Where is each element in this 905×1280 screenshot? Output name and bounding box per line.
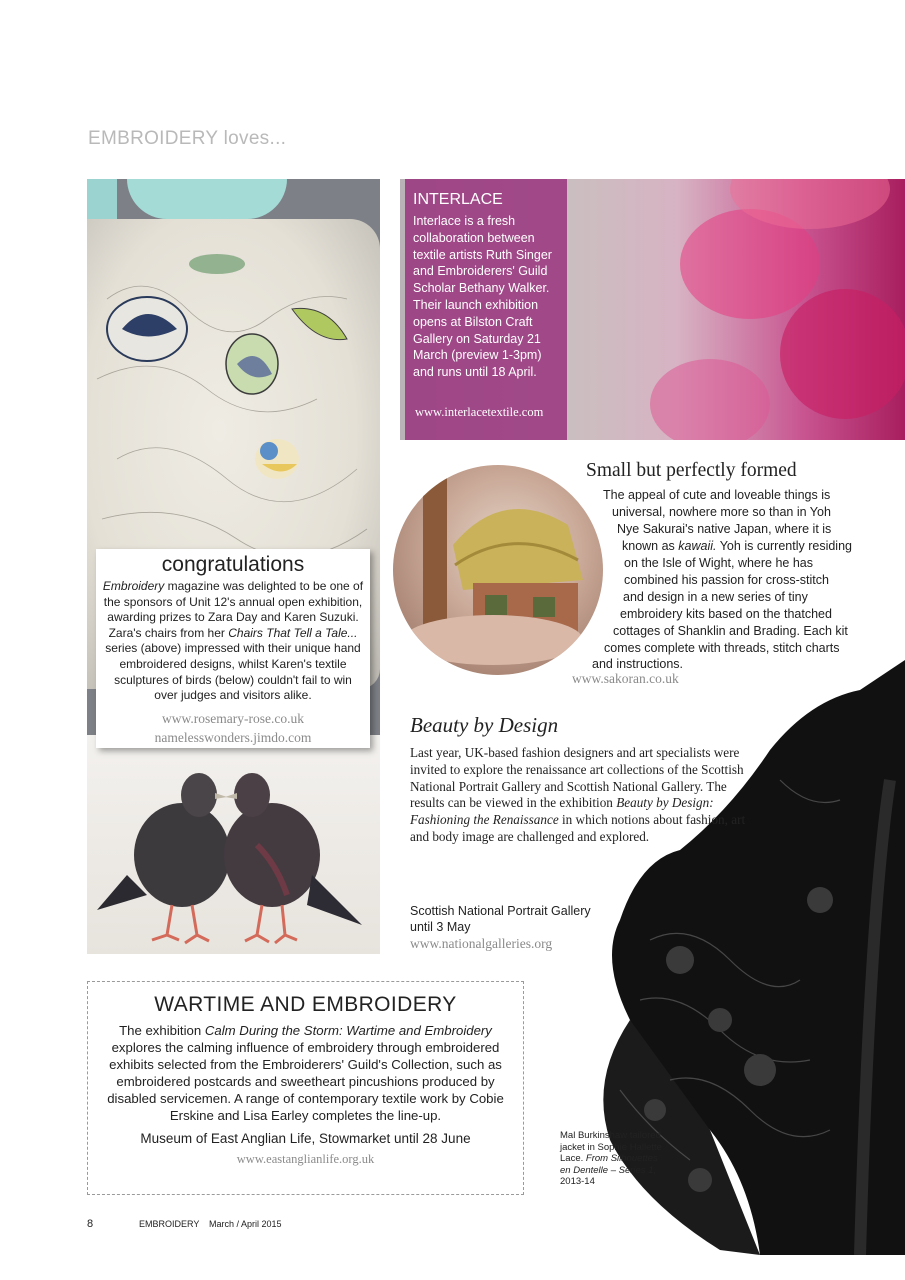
wartime-exhibition-name: Calm During the Storm: Wartime and Embroidery	[204, 1023, 492, 1038]
interlace-feature	[400, 179, 905, 440]
series-name: Chairs That Tell a Tale...	[228, 625, 358, 640]
small-body-line: on the Isle of Wight, where he has	[624, 556, 813, 570]
interlace-body: Interlace is a fresh collaboration between textile artists Ruth Singer and Embroiderers' Guild Scholar Bethany Walker. Their launch exhibition opens at Bilston Craft Gallery on Saturday 21 March (preview 1-3pm) and runs until 18 April.	[413, 214, 552, 380]
congratulations-title: congratulations	[161, 553, 305, 576]
cottage-illustration	[393, 465, 603, 675]
kawaii-word: kawaii.	[678, 539, 717, 553]
small-body-line: Nye Sakurai's native Japan, where it is	[617, 522, 832, 536]
jacket-caption: Mal Burkinshaw tailored jacket in Sophie Hallette Lace. From Silhouettes en Dentelle – Series 1, 2013-14	[560, 1130, 662, 1188]
wartime-venue: Museum of East Anglian Life, Stowmarket until 28 June	[140, 1131, 471, 1146]
page-number: 8	[87, 1218, 94, 1230]
small-body-line: universal, nowhere more so than in Yoh	[612, 505, 831, 519]
page-footer	[87, 1218, 282, 1230]
congratulations-body: Embroidery magazine was delighted to be one of the sponsors of Unit 12's annual open exhibition, awarding prizes to Zara Day and Karen Suzuki. Zara's chairs from her Chairs That Tell a Tale... series (above) impressed with their unique hand embroidered designs, whilst Karen's textile sculptures of birds (below) couldn't fail to win over judges and visitors alike.	[102, 579, 364, 703]
caption-series: From Silhouettes en Dentelle – Series 1,	[560, 1153, 658, 1176]
wartime-title: WARTIME AND EMBROIDERY	[154, 993, 457, 1016]
namelesswonders-link[interactable]: namelesswonders.jimdo.com	[154, 729, 312, 745]
congratulations-box	[96, 549, 370, 748]
beauty-venue: Scottish National Portrait Gallery until 3 May	[410, 904, 591, 934]
interlace-title: INTERLACE	[413, 191, 503, 208]
small-but-perfectly-formed-title: Small but perfectly formed	[586, 460, 797, 481]
footer-magazine: EMBROIDERY	[139, 1219, 200, 1229]
nationalgalleries-link[interactable]: www.nationalgalleries.org	[410, 936, 553, 951]
small-body-line: comes complete with threads, stitch charts	[604, 641, 840, 655]
eastanglianlife-link[interactable]: www.eastanglianlife.org.uk	[236, 1152, 375, 1166]
small-body-line: embroidery kits based on the thatched	[620, 607, 832, 621]
footer-issue: March / April 2015	[209, 1219, 282, 1229]
magazine-name: Embroidery	[102, 579, 165, 593]
small-body-line: cottages of Shanklin and Brading. Each kit	[613, 624, 848, 638]
small-body-line: combined his passion for cross-stitch	[624, 573, 829, 587]
section-heading: EMBROIDERY loves...	[88, 128, 287, 149]
pigeon-sculptures-illustration	[87, 735, 380, 954]
beauty-exhibition-name: Beauty by Design: Fashioning the Renaissance	[410, 795, 714, 828]
wartime-body: The exhibition Calm During the Storm: Wartime and Embroidery explores the calming influence of embroidery through embroidered exhibits selected from the Embroiderers' Guild's Collection, such as embroidered postcards and sweetheart pincushions produced by disabled servicemen. A range of contemporary textile work by Cobie Erskine and Lisa Earley completes the line-up.	[107, 1023, 504, 1123]
beauty-by-design-body: Last year, UK-based fashion designers and art specialists were invited to explore the renaissance art collections of the Scottish National Portrait Gallery and Scottish National Gallery. The results can be viewed in the exhibition Beauty by Design: Fashioning the Renaissance in which notions about fashion, art and body image are challenged and explored.	[410, 745, 746, 844]
beauty-by-design-title: Beauty by Design	[410, 713, 559, 737]
cottage-kit-photo	[393, 465, 603, 675]
pigeons-photo	[87, 735, 380, 954]
wartime-box	[87, 981, 524, 1195]
small-body-line: and instructions.	[592, 657, 684, 671]
interlace-link[interactable]: www.interlacetextile.com	[415, 405, 544, 419]
sakoran-link[interactable]: www.sakoran.co.uk	[572, 671, 679, 686]
rosemary-rose-link[interactable]: www.rosemary-rose.co.uk	[162, 710, 304, 726]
small-body-line: The appeal of cute and loveable things is	[603, 488, 831, 502]
small-body-line: known as kawaii. Yoh is currently residing	[622, 539, 852, 553]
small-body-line: and design in a new series of tiny	[623, 590, 808, 604]
